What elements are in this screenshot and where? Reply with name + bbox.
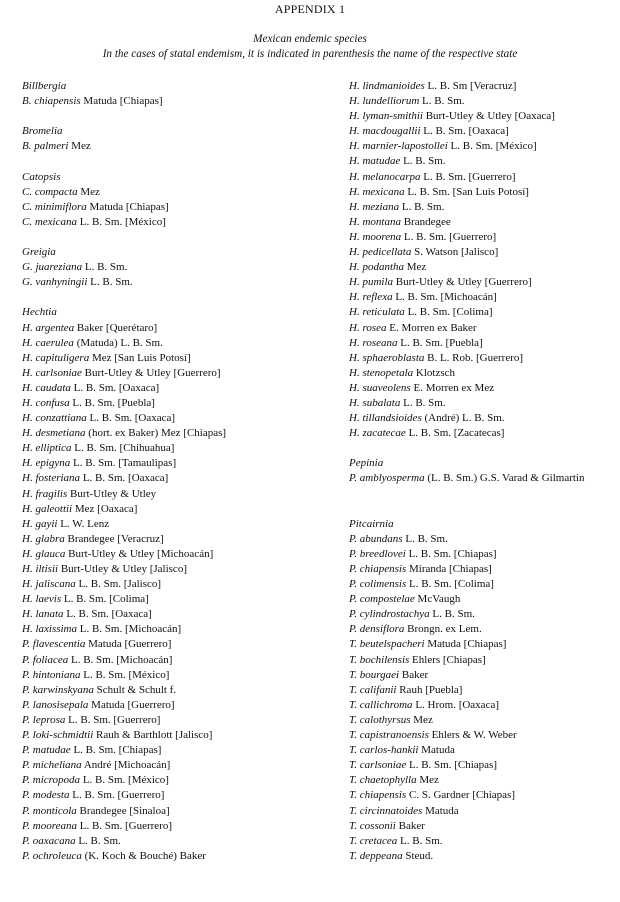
species-entry: [22, 396, 322, 411]
species-name: H. confusa: [22, 396, 70, 409]
species-authority: L. B. Sm. [San Luis Potosí]: [407, 185, 529, 198]
species-authority: B. L. Rob. [Guerrero]: [427, 351, 524, 364]
species-entry: [22, 94, 322, 109]
species-entry: [349, 532, 617, 547]
species-authority: L. B. Sm. [Michoacán]: [395, 291, 497, 304]
species-authority: L. B. Sm. [Chiapas]: [409, 759, 497, 772]
species-entry: [22, 275, 322, 290]
species-entry: [349, 366, 617, 381]
page-title: APPENDIX 1: [274, 2, 346, 16]
species-name: P. ochroleuca: [22, 849, 82, 862]
species-name: P. micheliana: [22, 759, 82, 772]
species-authority: L. B. Sm. [México]: [79, 215, 166, 228]
species-authority: Matuda: [425, 804, 459, 817]
species-name: T. cossonii: [349, 819, 396, 832]
species-authority: L. B. Sm. [Chiapas]: [408, 547, 497, 560]
species-name: H. fragilis: [22, 487, 68, 500]
species-entry: [22, 834, 322, 849]
species-entry: [349, 698, 617, 713]
genus-heading: Hechtia: [22, 306, 57, 319]
species-name: H. iltisii: [22, 563, 59, 575]
species-name: T. chaetophylla: [349, 774, 417, 787]
species-authority: Burt-Utley & Utley [Guerrero]: [395, 276, 532, 289]
species-authority: Burt-Utley & Utley [Guerrero]: [84, 366, 221, 379]
species-authority: Burt-Utley & Utley [Jalisco]: [60, 563, 187, 575]
species-name: P. mooreana: [22, 819, 77, 832]
species-name: G. vanhyningii: [22, 276, 88, 289]
species-authority: Miranda [Chiapas]: [409, 563, 492, 575]
page-subtitle: Mexican endemic species: [253, 33, 367, 45]
species-name: T. capistranoensis: [349, 729, 429, 742]
species-authority: L. B. Sm. [Guerrero]: [403, 230, 497, 243]
species-authority: (K. Koch & Bouché) Baker: [84, 849, 206, 862]
species-entry: [22, 607, 322, 622]
species-name: H. lanata: [22, 608, 64, 621]
species-authority: Matuda [Chiapas]: [427, 638, 507, 651]
species-entry: [22, 773, 322, 788]
species-authority: Baker: [401, 668, 429, 681]
species-authority: Brandegee [Veracruz]: [67, 532, 164, 545]
species-name: H. capituligera: [22, 351, 90, 364]
species-name: C. compacta: [22, 185, 78, 198]
species-name: T. califanii: [349, 683, 397, 696]
species-name: H. caudata: [22, 381, 71, 394]
species-name: T. deppeana: [349, 849, 403, 862]
species-name: H. moorena: [349, 230, 402, 243]
species-name: H. macdougallii: [349, 125, 421, 138]
species-entry: [22, 713, 322, 728]
species-name: P. oaxacana: [22, 834, 76, 847]
species-authority: (André) L. B. Sm.: [424, 412, 505, 425]
species-name: H. marnier-lapostollei: [349, 140, 448, 153]
species-name: P. chiapensis: [349, 563, 407, 575]
species-authority: L. B. Sm. [México]: [450, 140, 537, 153]
species-authority: Baker: [398, 819, 425, 832]
species-entry: [349, 290, 617, 305]
species-name: P. amblyosperma: [349, 472, 425, 485]
species-authority: Mez [San Luis Potosí]: [91, 351, 191, 364]
species-entry: [349, 79, 617, 94]
species-name: P. lanosisepala: [22, 698, 89, 711]
species-name: H. reticulata: [349, 306, 405, 319]
species-entry: [349, 305, 617, 320]
species-entry: [349, 170, 617, 185]
species-entry: [22, 366, 322, 381]
genus-block: [22, 124, 322, 154]
species-entry: [349, 819, 617, 834]
species-entry: [22, 441, 322, 456]
species-authority: L. B. Sm. [Colima]: [407, 306, 493, 319]
species-entry: [22, 336, 322, 351]
species-authority: L. B. Sm.: [405, 532, 448, 545]
species-name: H. epigyna: [22, 457, 71, 470]
species-authority: Mez: [413, 713, 433, 726]
species-authority: L. B. Sm. [Oaxaca]: [423, 125, 509, 138]
species-authority: Matuda: [421, 744, 455, 757]
species-name: C. mexicana: [22, 215, 77, 228]
species-entry: [349, 426, 617, 441]
species-authority: Burt-Utley & Utley [Oaxaca]: [425, 110, 555, 123]
species-authority: Brongn. ex Lem.: [407, 623, 482, 636]
species-authority: Mez [Oaxaca]: [74, 502, 138, 515]
species-name: H. suaveolens: [349, 381, 411, 394]
species-entry: [22, 260, 322, 275]
species-name: H. sphaeroblasta: [349, 351, 425, 364]
species-name: H. laxissima: [22, 623, 77, 636]
species-name: P. karwinskyana: [22, 683, 94, 696]
species-name: P. monticola: [22, 804, 77, 817]
species-name: H. laevis: [22, 593, 62, 606]
species-authority: L. B. Sm.: [78, 834, 121, 847]
genus-heading: Greigia: [22, 246, 56, 259]
species-authority: L. B. Sm. [Guerrero]: [423, 170, 516, 183]
species-entry: [349, 758, 617, 773]
species-name: P. flavescentia: [22, 638, 86, 651]
species-name: H. pumila: [349, 276, 393, 289]
species-name: P. breedlovei: [349, 547, 406, 560]
species-authority: Brandegee: [403, 215, 451, 228]
species-entry: [22, 487, 322, 502]
species-name: P. modesta: [22, 789, 70, 802]
species-entry: [22, 502, 322, 517]
genus-heading: Billbergia: [22, 80, 67, 92]
species-entry: [22, 200, 322, 215]
species-authority: L. B. Sm.: [403, 396, 446, 409]
species-entry: [22, 381, 322, 396]
species-name: H. elliptica: [22, 442, 72, 455]
species-entry: [349, 381, 617, 396]
species-entry: [349, 607, 617, 622]
species-entry: [22, 653, 322, 668]
species-name: H. jaliscana: [22, 578, 76, 591]
species-name: P. leprosa: [22, 713, 66, 726]
species-name: T. callichroma: [349, 698, 413, 711]
species-entry: [349, 804, 617, 819]
species-authority: Mez: [80, 185, 100, 198]
species-authority: L. B. Sm. [Oaxaca]: [66, 608, 152, 621]
species-authority: Ehlers & W. Weber: [431, 729, 517, 742]
species-entry: [349, 728, 617, 743]
species-name: P. densiflora: [349, 623, 405, 636]
species-name: G. juareziana: [22, 261, 83, 274]
genus-heading: Catopsis: [22, 170, 61, 183]
species-entry: [22, 471, 322, 486]
species-entry: [349, 713, 617, 728]
species-name: H. pedicellata: [349, 246, 412, 259]
species-name: P. compostelae: [349, 593, 415, 606]
species-authority: Matuda [Guerrero]: [91, 698, 175, 711]
species-entry: [349, 773, 617, 788]
species-entry: [349, 577, 617, 592]
species-authority: L. B. Sm. [Zacatecas]: [408, 427, 505, 440]
genus-block: [22, 79, 322, 109]
species-entry: [349, 834, 617, 849]
species-name: H. montana: [349, 215, 401, 228]
species-entry: [349, 743, 617, 758]
species-name: P. matudae: [22, 744, 71, 757]
species-authority: L. B. Sm [Veracruz]: [427, 80, 517, 92]
species-entry: [349, 124, 617, 139]
species-authority: Rauh & Barthlott [Jalisco]: [96, 729, 213, 742]
species-name: T. cretacea: [349, 834, 398, 847]
species-name: H. fosteriana: [22, 472, 81, 485]
species-authority: Matuda [Chiapas]: [89, 200, 169, 213]
species-name: T. calothyrsus: [349, 713, 411, 726]
genus-block: [22, 245, 322, 290]
species-authority: L. B. Sm.: [403, 155, 446, 168]
species-authority: Matuda [Guerrero]: [88, 638, 172, 651]
species-name: H. gayii: [22, 517, 58, 530]
species-authority: Matuda [Chiapas]: [83, 95, 163, 108]
species-entry: [22, 547, 322, 562]
species-entry: [349, 275, 617, 290]
species-name: T. beutelspacheri: [349, 638, 425, 651]
species-authority: L. B. Sm. [Puebla]: [400, 336, 483, 349]
species-entry: [349, 321, 617, 336]
species-authority: L. B. Sm. [Guerrero]: [79, 819, 173, 832]
species-entry: [349, 336, 617, 351]
species-authority: L. B. Sm.: [84, 261, 128, 274]
species-name: H. galeottii: [22, 502, 73, 515]
species-entry: [22, 637, 322, 652]
species-entry: [22, 668, 322, 683]
species-entry: [349, 788, 617, 803]
species-entry: [22, 532, 322, 547]
species-name: T. carlsoniae: [349, 759, 407, 772]
species-name: H. glabra: [22, 532, 65, 545]
species-entry: [349, 200, 617, 215]
species-authority: L. Hrom. [Oaxaca]: [415, 698, 499, 711]
species-entry: [349, 215, 617, 230]
genus-block: [349, 517, 617, 864]
species-name: T. chiapensis: [349, 789, 407, 802]
species-entry: [349, 653, 617, 668]
species-authority: L. B. Sm.: [432, 608, 475, 621]
species-name: H. conzattiana: [22, 412, 87, 425]
species-name: B. palmeri: [22, 140, 69, 153]
species-name: C. minimiflora: [22, 200, 87, 213]
species-authority: Burt-Utley & Utley: [69, 487, 157, 500]
species-authority: Steud.: [405, 849, 434, 862]
species-name: P. micropoda: [22, 774, 81, 787]
species-entry: [22, 139, 322, 154]
species-entry: [22, 819, 322, 834]
species-name: H. stenopetala: [349, 366, 414, 379]
species-authority: C. S. Gardner [Chiapas]: [409, 789, 516, 802]
species-name: H. caerulea: [22, 336, 74, 349]
left-column: [22, 79, 322, 864]
species-authority: L. B. Sm. [Oaxaca]: [89, 412, 176, 425]
species-entry: [22, 728, 322, 743]
species-name: H. desmetiana: [22, 427, 86, 440]
species-authority: Schult & Schult f.: [96, 683, 177, 696]
species-name: H. lyman-smithii: [349, 110, 423, 123]
species-entry: [349, 396, 617, 411]
species-name: H. glauca: [22, 547, 66, 560]
species-entry: [22, 411, 322, 426]
species-authority: L. B. Sm.: [422, 95, 465, 108]
species-entry: [22, 683, 322, 698]
species-name: P. abundans: [349, 532, 403, 545]
species-entry: [349, 592, 617, 607]
species-authority: E. Morren ex Baker: [389, 321, 477, 334]
species-authority: Baker [Querétaro]: [76, 321, 158, 334]
species-authority: E. Morren ex Mez: [413, 381, 495, 394]
species-authority: (Matuda) L. B. Sm.: [76, 336, 163, 349]
genus-heading: Bromelia: [22, 125, 63, 138]
species-authority: L. B. Sm.: [90, 276, 133, 289]
species-authority: L. B. Sm.: [401, 200, 445, 213]
species-entry: [22, 426, 322, 441]
species-entry: [349, 668, 617, 683]
species-entry: [22, 577, 322, 592]
species-name: T. carlos-hankii: [349, 744, 419, 757]
species-entry: [22, 456, 322, 471]
species-authority: L. B. Sm. [Chihuahua]: [74, 442, 175, 455]
genus-heading: Pitcairnia: [349, 517, 394, 530]
page-note: In the cases of statal endemism, it is indicated in parenthesis the name of the respective state: [102, 48, 518, 60]
species-authority: Mez: [406, 261, 427, 274]
species-name: H. rosea: [349, 321, 387, 334]
species-authority: L. B. Sm. [Michoacán]: [79, 623, 182, 636]
species-entry: [349, 683, 617, 698]
species-entry: [349, 185, 617, 200]
species-entry: [349, 260, 617, 275]
species-entry: [349, 562, 617, 577]
species-name: H. lundelliorum: [349, 95, 420, 108]
species-authority: L. B. Sm.: [400, 834, 443, 847]
species-entry: [22, 562, 322, 577]
species-name: P. cylindrostachya: [349, 608, 430, 621]
species-authority: (hort. ex Baker) Mez [Chiapas]: [88, 427, 227, 440]
species-name: H. matudae: [349, 155, 401, 168]
species-authority: Burt-Utley & Utley [Michoacán]: [68, 547, 214, 560]
species-name: H. argentea: [22, 321, 75, 334]
species-authority: L. B. Sm. [Oaxaca]: [82, 472, 169, 485]
species-name: H. zacatecae: [349, 427, 406, 440]
species-authority: Mez: [419, 774, 439, 787]
species-name: H. tillandsioides: [349, 412, 422, 425]
species-authority: L. B. Sm. [Chiapas]: [73, 744, 162, 757]
species-name: P. colimensis: [349, 578, 407, 591]
species-entry: [22, 804, 322, 819]
species-name: T. bourgaei: [349, 668, 400, 681]
species-entry: [349, 637, 617, 652]
species-authority: L. W. Lenz: [60, 517, 110, 530]
species-name: H. melanocarpa: [349, 170, 421, 183]
species-name: P. hintoniana: [22, 668, 81, 681]
species-entry: [22, 758, 322, 773]
species-authority: Ehlers [Chiapas]: [412, 653, 486, 666]
genus-block: [349, 79, 617, 441]
species-entry: [22, 849, 322, 864]
species-authority: Rauh [Puebla]: [399, 683, 463, 696]
species-authority: L. B. Sm. [México]: [83, 668, 170, 681]
species-name: H. subalata: [349, 396, 401, 409]
species-authority: L. B. Sm. [Jalisco]: [78, 578, 162, 591]
species-entry: [22, 321, 322, 336]
species-authority: McVaugh: [417, 593, 461, 606]
species-authority: L. B. Sm. [Tamaulipas]: [73, 457, 177, 470]
species-entry: [22, 698, 322, 713]
species-authority: Mez: [71, 140, 91, 153]
species-entry: [349, 139, 617, 154]
species-name: P. loki-schmidtii: [22, 729, 94, 742]
species-entry: [22, 743, 322, 758]
species-name: H. meziana: [349, 200, 400, 213]
genus-block: [22, 170, 322, 230]
species-entry: [349, 351, 617, 366]
species-entry: [349, 849, 617, 864]
genus-block: [349, 456, 617, 486]
species-entry: [22, 592, 322, 607]
species-authority: S. Watson [Jalisco]: [414, 246, 499, 259]
species-entry: [349, 154, 617, 169]
species-entry: [349, 94, 617, 109]
species-authority: (L. B. Sm.) G.S. Varad & Gilmartin: [427, 472, 585, 485]
species-name: T. circinnatoides: [349, 804, 423, 817]
species-name: H. reflexa: [349, 291, 393, 304]
right-column: [349, 79, 617, 864]
species-entry: [22, 788, 322, 803]
species-authority: L. B. Sm. [Oaxaca]: [73, 381, 160, 394]
species-authority: L. B. Sm. [Guerrero]: [68, 713, 161, 726]
species-authority: L. B. Sm. [Michoacán]: [70, 653, 173, 666]
species-entry: [22, 517, 322, 532]
genus-heading: Pepinia: [349, 457, 384, 470]
species-entry: [349, 547, 617, 562]
species-entry: [349, 622, 617, 637]
species-name: H. podantha: [349, 261, 404, 274]
species-authority: L. B. Sm. [México]: [82, 774, 169, 787]
species-authority: André [Michoacán]: [83, 759, 171, 772]
species-entry: [22, 185, 322, 200]
species-name: H. carlsoniae: [22, 366, 82, 379]
species-entry: [349, 411, 617, 426]
species-name: H. roseana: [349, 336, 398, 349]
species-name: B. chiapensis: [22, 95, 81, 108]
species-authority: L. B. Sm. [Colima]: [409, 578, 494, 591]
species-entry: [349, 109, 617, 124]
species-entry: [349, 230, 617, 245]
species-authority: Klotzsch: [415, 366, 456, 379]
species-authority: L. B. Sm. [Puebla]: [72, 396, 155, 409]
species-name: T. bochilensis: [349, 653, 410, 666]
species-authority: L. B. Sm. [Guerrero]: [72, 789, 165, 802]
species-entry: [22, 215, 322, 230]
species-entry: [349, 471, 617, 486]
species-name: H. mexicana: [349, 185, 405, 198]
species-name: H. lindmanioides: [349, 80, 425, 92]
species-entry: [22, 351, 322, 366]
genus-block: [22, 305, 322, 863]
species-authority: L. B. Sm. [Colima]: [63, 593, 149, 606]
species-name: P. foliacea: [22, 653, 69, 666]
species-authority: Brandegee [Sinaloa]: [79, 804, 170, 817]
species-entry: [22, 622, 322, 637]
species-entry: [349, 245, 617, 260]
